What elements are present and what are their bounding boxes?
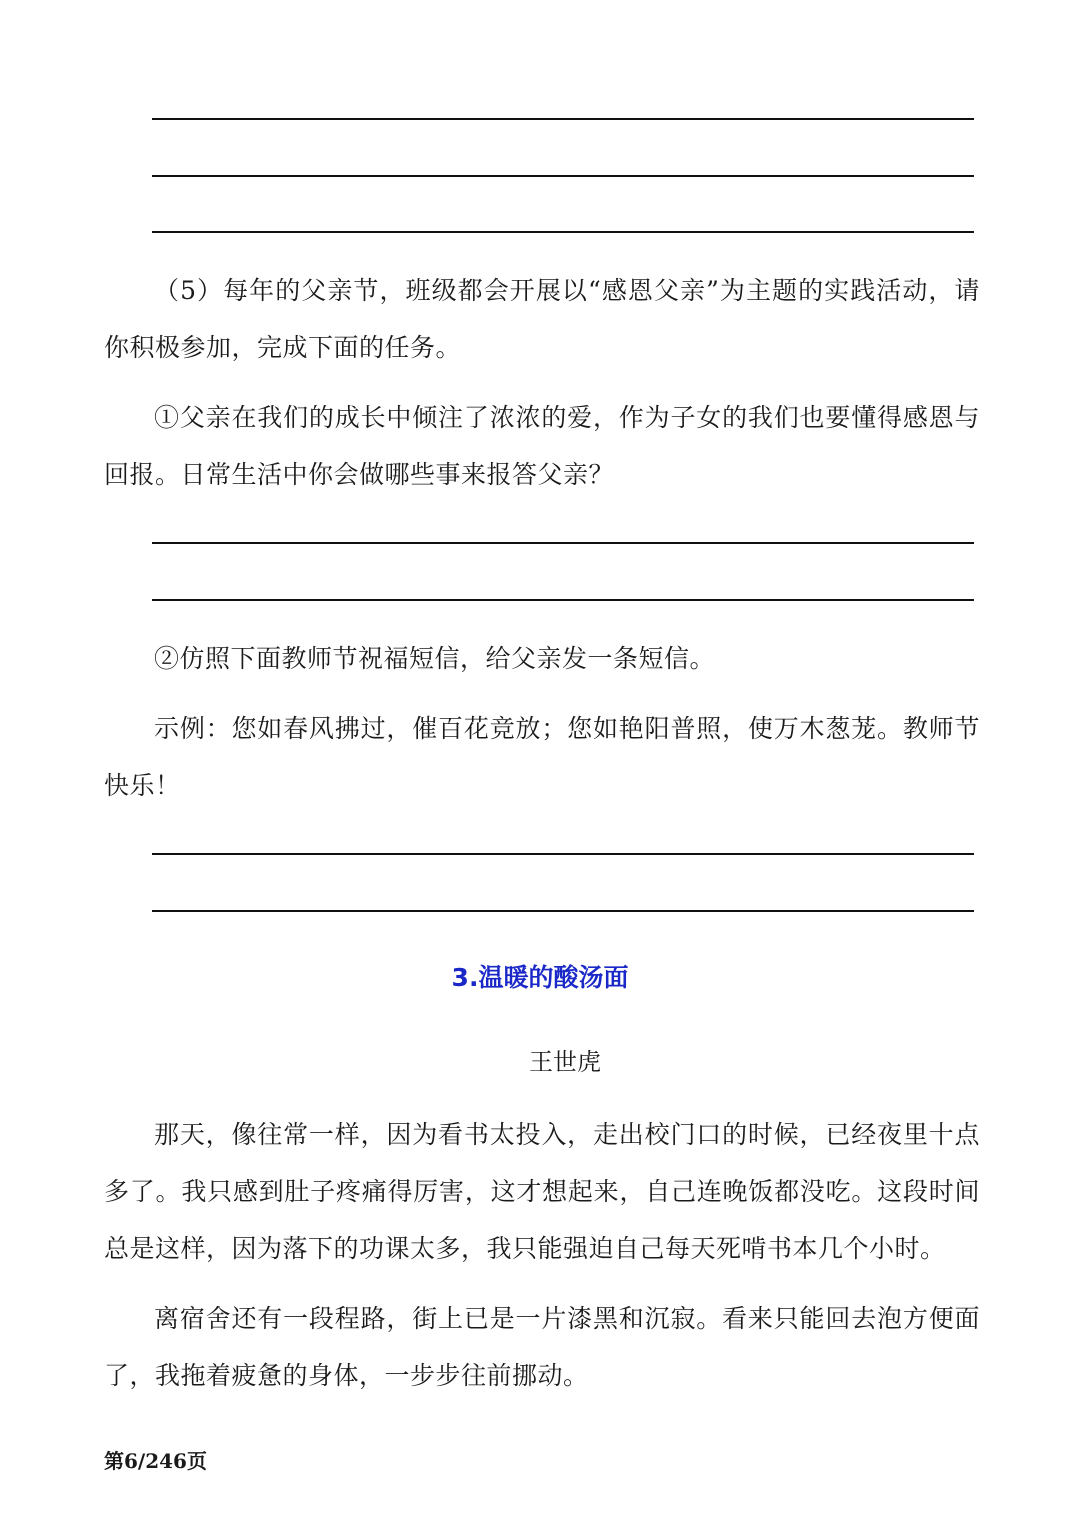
answer-line[interactable] (152, 542, 974, 544)
question-5-task-2: ②仿照下面教师节祝福短信，给父亲发一条短信。 (154, 644, 716, 673)
question-5-task-1: ①父亲在我们的成长中倾注了浓浓的爱，作为子女的我们也要懂得感恩与回报。日常生活中你会做哪些事来报答父亲？ (104, 403, 980, 489)
answer-line[interactable] (152, 118, 974, 120)
page-number: 第6/246页 (104, 1449, 207, 1473)
article-author: 王世虎 (529, 1048, 601, 1076)
answer-line[interactable] (152, 910, 974, 912)
answer-line[interactable] (152, 599, 974, 601)
question-5-intro: （5）每年的父亲节，班级都会开展以“感恩父亲”为主题的实践活动，请你积极参加，完成下面的任务。 (104, 276, 980, 362)
question-5-example: 示例：您如春风拂过，催百花竞放；您如艳阳普照，使万木葱茏。教师节快乐！ (104, 714, 980, 800)
article-title: 3.温暖的酸汤面 (451, 963, 629, 992)
answer-line[interactable] (152, 231, 974, 233)
answer-line[interactable] (152, 175, 974, 177)
article-paragraph: 那天，像往常一样，因为看书太投入，走出校门口的时候，已经夜里十点多了。我只感到肚子疼痛得厉害，这才想起来，自己连晚饭都没吃。这段时间总是这样，因为落下的功课太多，我只能强迫自己每天死啃书本几个小时。 (104, 1120, 980, 1263)
answer-line[interactable] (152, 853, 974, 855)
article-paragraph: 离宿舍还有一段程路，街上已是一片漆黑和沉寂。看来只能回去泡方便面了，我拖着疲惫的身体，一步步往前挪动。 (104, 1304, 980, 1390)
